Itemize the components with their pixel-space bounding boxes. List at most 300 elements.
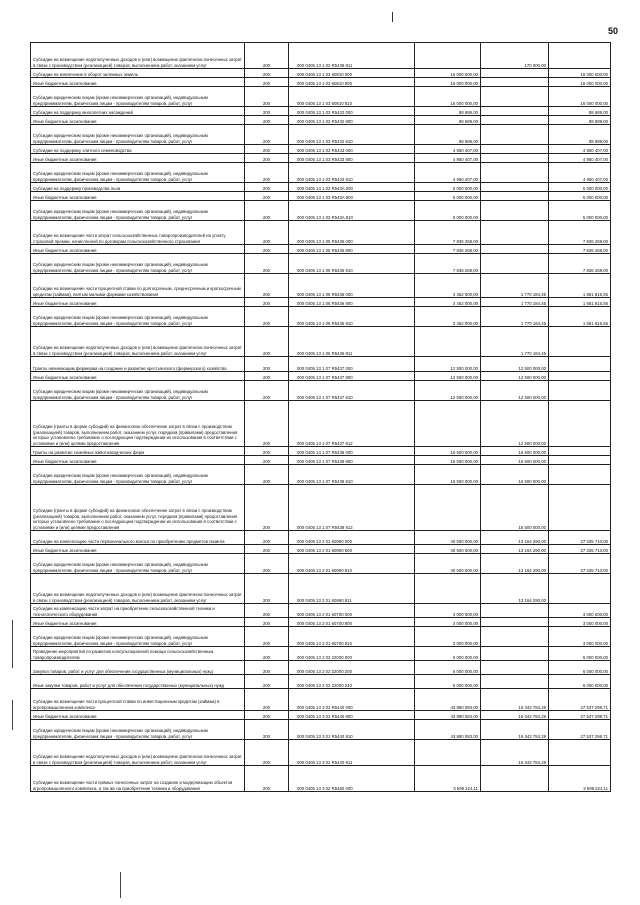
row-code: 200 [245,711,289,720]
row-code: 200 [245,485,289,531]
executed-amount: 16 500 000,00 [481,447,549,456]
executed-amount: 16 500 000,00 [481,485,549,531]
table-row [31,87,611,107]
budget-code: 000 0405 13 1 06 R5436 810 [289,307,415,327]
row-code: 200 [245,604,289,618]
approved-amount: 43 880 083,00 [415,711,481,720]
table-row [31,661,611,675]
budget-code: 000 0405 13 2 01 60990 000 [289,531,415,545]
approved-amount: 5 000 000,00 [415,183,481,192]
approved-amount: 12 500 000,00 [415,357,481,372]
row-code: 200 [245,447,289,456]
item-name: Иные бюджетные ассигнования [31,456,245,465]
budget-code: 000 0405 13 2 01 60990 800 [289,545,415,554]
row-code: 200 [245,183,289,192]
item-name: Субсидии (гранты в форме субсидий) на финансовое обеспечение затрат в связи с производством (реализацией) товаров, выполнением работ, оказанием услуг, порядком (правилами) предоставления которых установлено требование о последующем подтверждении их использования в соответствии с условиями и (или) целями предоставления [31,485,245,531]
item-name: Иные закупки товаров, работ и услуг для обеспечения государственных (муниципальных) нужд [31,675,245,689]
table-row [31,78,611,87]
margin-mark [12,700,13,730]
remaining-amount [549,456,611,465]
executed-amount [481,604,549,618]
table-row [31,357,611,372]
approved-amount: 4 950 407,00 [415,154,481,163]
table-row [31,192,611,201]
table-row [31,254,611,274]
row-code: 200 [245,154,289,163]
budget-code: 000 0405 13 2 01 60990 811 [289,574,415,604]
remaining-amount: 3 000 000,00 [549,604,611,618]
executed-amount: 16 500 000,00 [481,465,549,485]
budget-code: 000 0405 13 1 07 R5437 000 [289,357,415,372]
table-row [31,574,611,604]
table-row [31,43,611,69]
approved-amount: 88 689,00 [415,125,481,145]
remaining-amount: 4 950 407,00 [549,163,611,183]
executed-amount [481,221,549,245]
approved-amount [415,485,481,531]
item-name: Субсидии на возмещение недополученных доходов и (или) возмещение фактически понесенных затрат в связи с производством (реализацией) товаров, выполнением работ, оказанием услуг [31,43,245,69]
row-code: 200 [245,221,289,245]
budget-code: 000 0405 13 1 03 R543A 000 [289,183,415,192]
budget-code: 000 0405 13 2 02 22000 200 [289,661,415,675]
approved-amount: 3 452 000,00 [415,298,481,307]
table-row [31,456,611,465]
remaining-amount: 1 681 815,55 [549,298,611,307]
executed-amount: 16 342 784,29 [481,711,549,720]
budget-code: 000 0405 13 1 07 R5438 810 [289,465,415,485]
remaining-amount [549,43,611,69]
table-row [31,485,611,531]
item-name: Проведение мероприятий по развитию консультационной помощи сельскохозяйственным товаропроизводителям [31,647,245,661]
approved-amount: 3 452 000,00 [415,307,481,327]
row-code: 200 [245,689,289,711]
executed-amount [481,618,549,627]
approved-amount: 7 836 268,00 [415,245,481,254]
budget-code: 000 0405 13 1 03 R543A 810 [289,201,415,221]
item-name: Иные бюджетные ассигнования [31,78,245,87]
remaining-amount: 1 681 815,55 [549,274,611,298]
row-code: 200 [245,192,289,201]
table-row [31,298,611,307]
executed-amount [481,125,549,145]
budget-code: 000 0405 13 2 01 60700 000 [289,604,415,618]
table-row [31,554,611,574]
executed-amount: 1 770 184,45 [481,274,549,298]
remaining-amount: 16 000 000,00 [549,78,611,87]
budget-code: 000 0405 13 1 03 R5433 810 [289,163,415,183]
remaining-amount: 6 000 000,00 [549,661,611,675]
executed-amount: 13 164 290,00 [481,545,549,554]
approved-amount: 3 000 000,00 [415,618,481,627]
table-row [31,675,611,689]
table-row [31,447,611,456]
table-row [31,163,611,183]
table-row [31,201,611,221]
item-name: Субсидии юридическим лицам (кроме некоммерческих организаций), индивидуальным предпринимателям, физическим лицам - производителям товаров, работ, услуг [31,307,245,327]
approved-amount: 16 000 000,00 [415,78,481,87]
approved-amount [415,740,481,766]
remaining-amount: 27 335 710,00 [549,531,611,545]
item-name: Субсидии юридическим лицам (кроме некоммерческих организаций), индивидуальным предпринимателям, физическим лицам - производителям товаров, работ, услуг [31,163,245,183]
approved-amount: 5 000 000,00 [415,201,481,221]
remaining-amount: 5 000 000,00 [549,201,611,221]
approved-amount: 88 689,00 [415,116,481,125]
budget-code: 000 0405 13 1 03 R5433 800 [289,154,415,163]
approved-amount: 88 689,00 [415,107,481,116]
budget-code: 000 0405 13 2 01 60700 810 [289,627,415,647]
approved-amount: 16 000 000,00 [415,87,481,107]
remaining-amount: 88 689,00 [549,107,611,116]
row-code: 200 [245,661,289,675]
margin-tick [392,12,393,22]
item-name: Субсидии на возмещение части процентной ставки по инвестиционным кредитам (займам) в агропромышленном комплексе [31,689,245,711]
table-row [31,154,611,163]
row-code: 200 [245,201,289,221]
remaining-amount: 27 335 710,00 [549,554,611,574]
row-code: 200 [245,647,289,661]
budget-code: 000 0405 13 1 03 R5432 800 [289,116,415,125]
executed-amount: 12 500 000,00 [481,372,549,381]
item-name: Субсидии на возмещение части прямых понесенных затрат на создание и модернизацию объектов агропромышленного комплекса, а так же на приобретение техники и оборудования [31,766,245,792]
item-name: Субсидии юридическим лицам (кроме некоммерческих организаций), индивидуальным предпринимателям, физическим лицам - производителям товаров, работ, услуг [31,627,245,647]
remaining-amount [549,574,611,604]
item-name: Субсидии юридическим лицам (кроме некоммерческих организаций), индивидуальным предпринимателям, физическим лицам - производителям товаров, работ, услуг [31,125,245,145]
table-row [31,69,611,78]
page-number: 50 [607,26,618,36]
approved-amount: 3 599 224,11 [415,766,481,792]
item-name: Субсидии на возмещение части процентной ставки по долгосрочным, среднесрочным и краткосрочным кредитам (займам), взятым малыми формами хозяйствования [31,274,245,298]
row-code: 200 [245,766,289,792]
approved-amount: 40 500 000,00 [415,545,481,554]
row-code: 200 [245,307,289,327]
row-code: 200 [245,298,289,307]
item-name: Субсидии на возмещение недополученных доходов и (или) возмещение фактически понесенных затрат в связи с производством (реализацией) товаров, выполнением работ, оказанием услуг [31,740,245,766]
approved-amount: 4 950 407,00 [415,145,481,154]
remaining-amount: 16 000 000,00 [549,69,611,78]
row-code: 200 [245,245,289,254]
item-name: Субсидии юридическим лицам (кроме некоммерческих организаций), индивидуальным предпринимателям, физическим лицам - производителям товаров, работ, услуг [31,381,245,401]
item-name: Иные бюджетные ассигнования [31,116,245,125]
approved-amount: 4 950 407,00 [415,163,481,183]
item-name: Иные бюджетные ассигнования [31,245,245,254]
table-row [31,720,611,740]
table-row [31,327,611,357]
executed-amount [481,163,549,183]
table-row [31,531,611,545]
item-name: Иные бюджетные ассигнования [31,372,245,381]
margin-mark [120,872,121,898]
remaining-amount: 27 335 710,00 [549,545,611,554]
table-row [31,381,611,401]
remaining-amount: 4 950 407,00 [549,145,611,154]
executed-amount [481,661,549,675]
row-code: 200 [245,78,289,87]
remaining-amount [549,327,611,357]
remaining-amount [549,381,611,401]
budget-code: 000 0405 13 1 05 R5435 810 [289,254,415,274]
executed-amount: 13 164 290,00 [481,574,549,604]
budget-code: 000 0405 13 2 01 60700 800 [289,618,415,627]
executed-amount [481,87,549,107]
approved-amount [415,401,481,447]
table-row [31,401,611,447]
row-code: 200 [245,254,289,274]
budget-code: 000 0405 13 1 07 R5438 812 [289,485,415,531]
approved-amount: 12 500 000,00 [415,372,481,381]
executed-amount [481,192,549,201]
table-row [31,183,611,192]
executed-amount [481,201,549,221]
approved-amount: 43 880 083,00 [415,689,481,711]
remaining-amount: 88 689,00 [549,125,611,145]
budget-code: 000 0405 13 1 03 R5432 000 [289,107,415,116]
executed-amount [481,627,549,647]
remaining-amount [549,447,611,456]
row-code: 200 [245,618,289,627]
remaining-amount: 3 000 000,00 [549,627,611,647]
approved-amount: 40 500 000,00 [415,531,481,545]
budget-table [30,42,611,792]
table-row [31,740,611,766]
executed-amount [481,154,549,163]
item-name: Субсидии на возмещение части затрат сельскохозяйственных товаропроизводителей на уплату страховой премии, начисленной по договорам сельскохозяйственного страхования [31,221,245,245]
table-row [31,545,611,554]
approved-amount: 12 500 000,00 [415,381,481,401]
budget-code: 000 0405 13 1 02 R5438 811 [289,43,415,69]
table-row [31,307,611,327]
remaining-amount: 1 681 815,55 [549,307,611,327]
executed-amount: 13 164 290,00 [481,554,549,574]
row-code: 200 [245,675,289,689]
executed-amount: 16 342 784,29 [481,720,549,740]
budget-code: 000 0405 13 1 06 R5436 811 [289,327,415,357]
table-row [31,689,611,711]
row-code: 200 [245,531,289,545]
executed-amount [481,107,549,116]
row-code: 200 [245,125,289,145]
row-code: 200 [245,381,289,401]
budget-code: 000 0405 13 1 03 60810 000 [289,69,415,78]
budget-code: 000 0405 13 1 07 R5437 800 [289,372,415,381]
item-name: Гранты начинающим фермерам на создание и развитие крестьянского (фермерского) хозяйства [31,357,245,372]
margin-mark [12,620,13,668]
remaining-amount [549,465,611,485]
row-code: 200 [245,574,289,604]
approved-amount [415,43,481,69]
row-code: 200 [245,116,289,125]
executed-amount: 1 770 184,45 [481,307,549,327]
item-name: Субсидии юридическим лицам (кроме некоммерческих организаций), индивидуальным предпринимателям, физическим лицам - производителям товаров, работ, услуг [31,720,245,740]
budget-code: 000 0405 13 2 02 22000 000 [289,647,415,661]
item-name: Иные бюджетные ассигнования [31,154,245,163]
approved-amount: 16 500 000,00 [415,456,481,465]
table-row [31,125,611,145]
table-row [31,245,611,254]
item-name: Субсидии на компенсацию части затрат на приобретение сельскохозяйственной техники и технологического оборудования [31,604,245,618]
approved-amount: 6 000 000,00 [415,675,481,689]
remaining-amount [549,740,611,766]
remaining-amount: 6 000 000,00 [549,675,611,689]
budget-code: 000 0405 13 3 02 R5450 000 [289,766,415,792]
item-name: Субсидии (гранты в форме субсидий) на финансовое обеспечение затрат в связи с производством (реализацией) товаров, выполнением работ, оказанием услуг, порядком (правилами) предоставления которых установлено требование о последующем подтверждении их использования в соответствии с условиями и (или) целями предоставления [31,401,245,447]
budget-code: 000 0405 13 2 01 60990 810 [289,554,415,574]
item-name: Иные бюджетные ассигнования [31,298,245,307]
executed-amount: 12 500 000,00 [481,381,549,401]
remaining-amount: 4 950 407,00 [549,154,611,163]
table-row [31,221,611,245]
row-code: 200 [245,107,289,116]
executed-amount [481,78,549,87]
table-row [31,274,611,298]
budget-code: 000 0405 13 1 06 R5436 000 [289,274,415,298]
item-name: Субсидии юридическим лицам (кроме некоммерческих организаций), индивидуальным предпринимателям, физическим лицам - производителям товаров, работ, услуг [31,465,245,485]
executed-amount [481,675,549,689]
executed-amount: 170 000,00 [481,43,549,69]
row-code: 200 [245,740,289,766]
approved-amount: 3 000 000,00 [415,627,481,647]
row-code: 200 [245,456,289,465]
remaining-amount: 88 689,00 [549,116,611,125]
table-row [31,766,611,792]
budget-code: 000 0405 13 1 03 R5432 810 [289,125,415,145]
budget-code: 000 0405 13 3 01 R5440 810 [289,720,415,740]
remaining-amount: 16 000 000,00 [549,87,611,107]
approved-amount: 3 452 000,00 [415,274,481,298]
approved-amount: 7 836 268,00 [415,254,481,274]
approved-amount: 6 000 000,00 [415,647,481,661]
remaining-amount: 7 836 268,00 [549,245,611,254]
table-row [31,627,611,647]
approved-amount: 16 500 000,00 [415,465,481,485]
approved-amount: 16 500 000,00 [415,447,481,456]
table-row [31,107,611,116]
remaining-amount: 3 599 224,11 [549,766,611,792]
executed-amount: 16 342 784,29 [481,740,549,766]
executed-amount: 16 342 784,29 [481,689,549,711]
item-name: Субсидии на поддержку многолетних насаждений [31,107,245,116]
remaining-amount: 6 000 000,00 [549,647,611,661]
table-row [31,372,611,381]
item-name: Иные бюджетные ассигнования [31,618,245,627]
row-code: 200 [245,720,289,740]
approved-amount: 40 500 000,00 [415,554,481,574]
budget-code: 000 0405 13 1 03 R5433 000 [289,145,415,154]
approved-amount: 7 836 268,00 [415,221,481,245]
remaining-amount: 5 000 000,00 [549,183,611,192]
item-name: Иные бюджетные ассигнования [31,711,245,720]
budget-code: 000 0405 13 1 03 60810 810 [289,87,415,107]
item-name: Субсидии юридическим лицам (кроме некоммерческих организаций), индивидуальным предпринимателям, физическим лицам - производителям товаров, работ, услуг [31,201,245,221]
item-name: Иные бюджетные ассигнования [31,192,245,201]
remaining-amount [549,372,611,381]
remaining-amount [549,357,611,372]
budget-code: 000 0405 13 1 07 R5437 810 [289,381,415,401]
remaining-amount: 5 000 000,00 [549,192,611,201]
budget-code: 000 0405 13 1 03 60810 800 [289,78,415,87]
table-row [31,604,611,618]
item-name: Иные бюджетные ассигнования [31,545,245,554]
remaining-amount: 7 836 268,00 [549,254,611,274]
budget-code: 000 0405 13 1 07 R5437 812 [289,401,415,447]
executed-amount: 1 770 184,45 [481,327,549,357]
table-row [31,116,611,125]
budget-code: 000 0405 13 1 07 R5438 800 [289,456,415,465]
item-name: Субсидии юридическим лицам (кроме некоммерческих организаций), индивидуальным предпринимателям, физическим лицам - производителям товаров, работ, услуг [31,87,245,107]
executed-amount [481,69,549,78]
budget-code: 000 0405 13 1 03 R543A 800 [289,192,415,201]
budget-code: 000 0405 13 1 05 R5435 800 [289,245,415,254]
item-name: Субсидии на поддержку элитного семеноводства [31,145,245,154]
executed-amount [481,766,549,792]
executed-amount: 16 500 000,00 [481,456,549,465]
row-code: 200 [245,627,289,647]
row-code: 200 [245,327,289,357]
executed-amount: 13 164 290,00 [481,531,549,545]
budget-code: 000 0405 13 1 06 R5436 800 [289,298,415,307]
row-code: 200 [245,554,289,574]
row-code: 200 [245,87,289,107]
table-row [31,465,611,485]
approved-amount: 16 000 000,00 [415,69,481,78]
budget-code: 000 0405 13 3 01 R5440 800 [289,711,415,720]
budget-code: 000 0405 13 1 05 R5435 000 [289,221,415,245]
row-code: 200 [245,69,289,78]
row-code: 200 [245,545,289,554]
row-code: 200 [245,372,289,381]
executed-amount [481,116,549,125]
item-name: Субсидии на компенсацию части первоначального взноса по приобретению предметов лизинга [31,531,245,545]
approved-amount [415,327,481,357]
table-row [31,145,611,154]
table-row [31,711,611,720]
row-code: 200 [245,357,289,372]
approved-amount: 5 000 000,00 [415,192,481,201]
remaining-amount: 27 537 298,71 [549,711,611,720]
item-name: Субсидии юридическим лицам (кроме некоммерческих организаций), индивидуальным предпринимателям, физическим лицам - производителям товаров, работ, услуг [31,254,245,274]
approved-amount: 6 000 000,00 [415,661,481,675]
executed-amount [481,183,549,192]
executed-amount [481,647,549,661]
item-name: Гранты на развитие семейных животноводческих ферм [31,447,245,456]
item-name: Субсидии на возмещение недополученных доходов и (или) возмещение фактически понесенных затрат в связи с производством (реализацией) товаров, выполнением работ, оказанием услуг [31,574,245,604]
executed-amount [481,254,549,274]
executed-amount: 12 500 000,00 [481,401,549,447]
budget-code: 000 0405 13 3 01 R5440 000 [289,689,415,711]
item-name: Субсидии на возмещение недополученных доходов и (или) возмещение фактически понесенных затрат в связи с производством (реализацией) товаров, выполнением работ, оказанием услуг [31,327,245,357]
remaining-amount [549,401,611,447]
row-code: 200 [245,274,289,298]
row-code: 200 [245,465,289,485]
item-name: Субсидии на поддержку производства льна [31,183,245,192]
approved-amount: 3 000 000,00 [415,604,481,618]
row-code: 200 [245,163,289,183]
budget-code: 000 0405 13 1 07 R5438 000 [289,447,415,456]
budget-code: 000 0405 13 2 02 22000 240 [289,675,415,689]
remaining-amount: 3 000 000,00 [549,618,611,627]
approved-amount [415,574,481,604]
remaining-amount: 27 537 298,71 [549,689,611,711]
row-code: 200 [245,401,289,447]
item-name: Субсидии юридическим лицам (кроме некоммерческих организаций), индивидуальным предпринимателям, физическим лицам - производителям товаров, работ, услуг [31,554,245,574]
row-code: 200 [245,145,289,154]
row-code: 200 [245,43,289,69]
table-row [31,647,611,661]
remaining-amount [549,485,611,531]
budget-code: 000 0405 13 3 01 R5440 811 [289,740,415,766]
remaining-amount: 27 537 298,71 [549,720,611,740]
table-row [31,618,611,627]
executed-amount: 1 770 184,45 [481,298,549,307]
